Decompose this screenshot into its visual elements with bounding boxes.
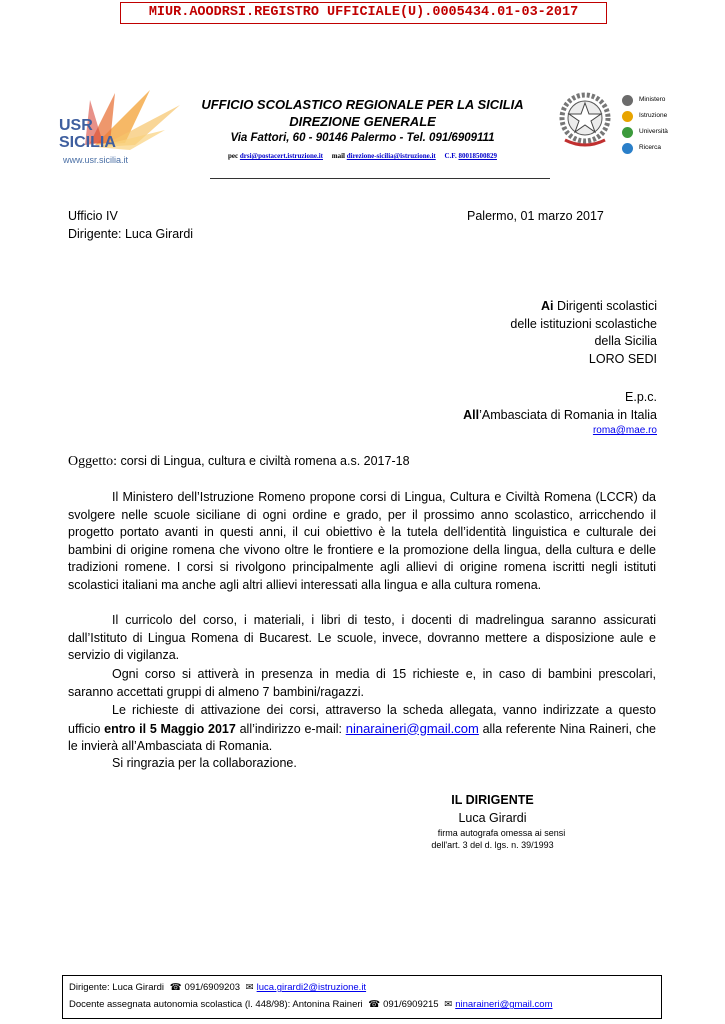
- mail-label: mail: [331, 152, 345, 160]
- phone-icon: ☎: [169, 982, 182, 993]
- paragraph-4-b: all’indirizzo e-mail:: [235, 721, 346, 736]
- subject-label: Oggetto:: [68, 454, 117, 469]
- sender-block: [68, 208, 193, 243]
- ministry-dot-icon: [622, 95, 633, 106]
- ministry-dot-icon: [622, 127, 633, 138]
- signature-note1: firma autografa omessa ai sensi: [437, 828, 566, 838]
- footer-teacher: Docente assegnata autonomia scolastica (l. 448/98): Antonina Raineri: [69, 999, 363, 1011]
- protocol-stamp: MIUR.AOODRSI.REGISTRO UFFICIALE(U).0005434.01-03-2017: [120, 2, 607, 24]
- ministry-item-r: [622, 140, 668, 156]
- ministry-item-u: [622, 124, 668, 140]
- sender-office: Ufficio IV: [68, 209, 118, 223]
- footer-phone1: 091/6909203: [184, 982, 241, 994]
- header-divider: [210, 178, 550, 179]
- recipient-line1-text: Dirigenti scolastici: [553, 299, 657, 313]
- pec-link[interactable]: drsi@postacert.istruzione.it: [239, 152, 323, 160]
- paragraph-4-c: alla referente Nina Raineri, che le invierà all’Ambasciata di Romania.: [68, 721, 656, 753]
- footer-email2-link[interactable]: ninaraineri@gmail.com: [455, 999, 553, 1011]
- subject-text: corsi di Lingua, cultura e civiltà romena a.s. 2017-18: [117, 454, 410, 468]
- recipient-line3: della Sicilia: [594, 334, 657, 348]
- pec-label: pec: [228, 152, 239, 160]
- logo-line1: USR: [59, 117, 93, 134]
- embassy-all: All: [463, 407, 480, 422]
- footer-phone2: 091/6909215: [383, 999, 439, 1011]
- ministry-list: [622, 92, 668, 156]
- referent-email-link[interactable]: ninaraineri@gmail.com: [345, 720, 479, 736]
- embassy-name: ’Ambasciata di Romania in Italia: [479, 407, 657, 422]
- phone-icon: ☎: [368, 999, 381, 1011]
- logo-line2: SICILIA: [59, 134, 116, 151]
- paragraph-2: Il curricolo del corso, i materiali, i libri di testo, i docenti di madrelingua saranno assicurati dall’Istituto di Lingua Romena di Bucarest. Le scuole, invece, dovranno mettere a disposizione aule e servizio di vigilanza.: [68, 613, 656, 662]
- footer-box: [62, 975, 662, 1019]
- ministry-label: Università: [639, 128, 668, 135]
- paragraph-5: Si ringrazia per la collaborazione.: [112, 756, 297, 770]
- sender-manager: Dirigente: Luca Girardi: [68, 226, 194, 241]
- ministry-label: Ministero: [639, 96, 666, 103]
- logo-url[interactable]: www.usr.sicilia.it: [63, 155, 129, 165]
- cf-label: C.F.: [444, 152, 457, 160]
- contact-line: [190, 152, 535, 160]
- recipient-line2: delle istituzioni scolastiche: [510, 316, 657, 331]
- recipient-line1: [510, 298, 657, 316]
- office-address: Via Fattori, 60 - 90146 Palermo - Tel. 091/6909111: [230, 132, 495, 144]
- signature-note2: dell'art. 3 del d. lgs. n. 39/1993: [431, 840, 554, 850]
- ministry-item-m: [622, 92, 668, 108]
- footer-line2: [69, 996, 655, 1013]
- envelope-icon: ✉: [444, 999, 453, 1011]
- epc-label: E.p.c.: [625, 390, 657, 404]
- office-subtitle: DIREZIONE GENERALE: [289, 114, 436, 129]
- mail-link[interactable]: direzione-sicilia@istruzione.it: [346, 152, 436, 160]
- recipient-line4: LORO SEDI: [588, 351, 657, 366]
- epc-block: [463, 389, 657, 437]
- recipient-ai: Ai: [540, 299, 554, 313]
- ministry-label: Ricerca: [639, 144, 662, 151]
- footer-manager: Dirigente: Luca Girardi: [69, 982, 165, 994]
- footer-line1: [69, 979, 655, 996]
- signature-title: IL DIRIGENTE: [451, 793, 534, 807]
- letter-date: Palermo, 01 marzo 2017: [467, 209, 604, 223]
- embassy-email-link[interactable]: roma@mae.ro: [592, 425, 657, 436]
- paragraph-4: [68, 702, 656, 756]
- office-title: UFFICIO SCOLASTICO REGIONALE PER LA SICILIA: [201, 97, 524, 112]
- ministry-dot-icon: [622, 111, 633, 122]
- italian-republic-emblem-icon: [555, 90, 615, 152]
- ministry-label: Istruzione: [639, 112, 668, 119]
- envelope-icon: ✉: [245, 982, 254, 993]
- embassy-line: [463, 407, 657, 425]
- recipients-block: [510, 298, 657, 368]
- paragraph-1: Il Ministero dell’Istruzione Romeno propone corsi di Lingua, Cultura e Civiltà Romena (LCCR) da svolgere nelle scuole siciliane di ogni ordine e grado, per il prossimo anno scolastico, arricchendo il progetto portato avanti in questi anni, il cui obiettivo è la tutela dell’identità linguistica e culturale dei bambini di origine romena che vivono oltre le frontiere e la promozione della lingua, della cultura e delle tradizioni romene. I corsi si rivolgono principalmente agli allievi di origine romena iscritti negli istituti scolastici italiani ma anche agli altri allievi interessati alla lingua e alla cultura romena.: [68, 490, 656, 592]
- footer-email1-link[interactable]: luca.girardi2@istruzione.it: [256, 982, 367, 994]
- paragraph-4-a: Le richieste di attivazione dei corsi, attraverso la scheda allegata, vanno indirizzate a questo ufficio: [68, 703, 656, 736]
- ministry-dot-icon: [622, 143, 633, 154]
- subject-line: [68, 453, 410, 471]
- paragraph-3: Ogni corso si attiverà in presenza in media di 15 richieste e, in caso di bambini prescolari, saranno accettati gruppi di almeno 7 bambini/ragazzi.: [68, 667, 656, 699]
- signature-name: Luca Girardi: [458, 810, 527, 825]
- signature-block: [400, 792, 585, 851]
- cf-value: 80018500829: [458, 152, 497, 160]
- deadline: entro il 5 Maggio 2017: [104, 721, 236, 736]
- ministry-item-i: [622, 108, 668, 124]
